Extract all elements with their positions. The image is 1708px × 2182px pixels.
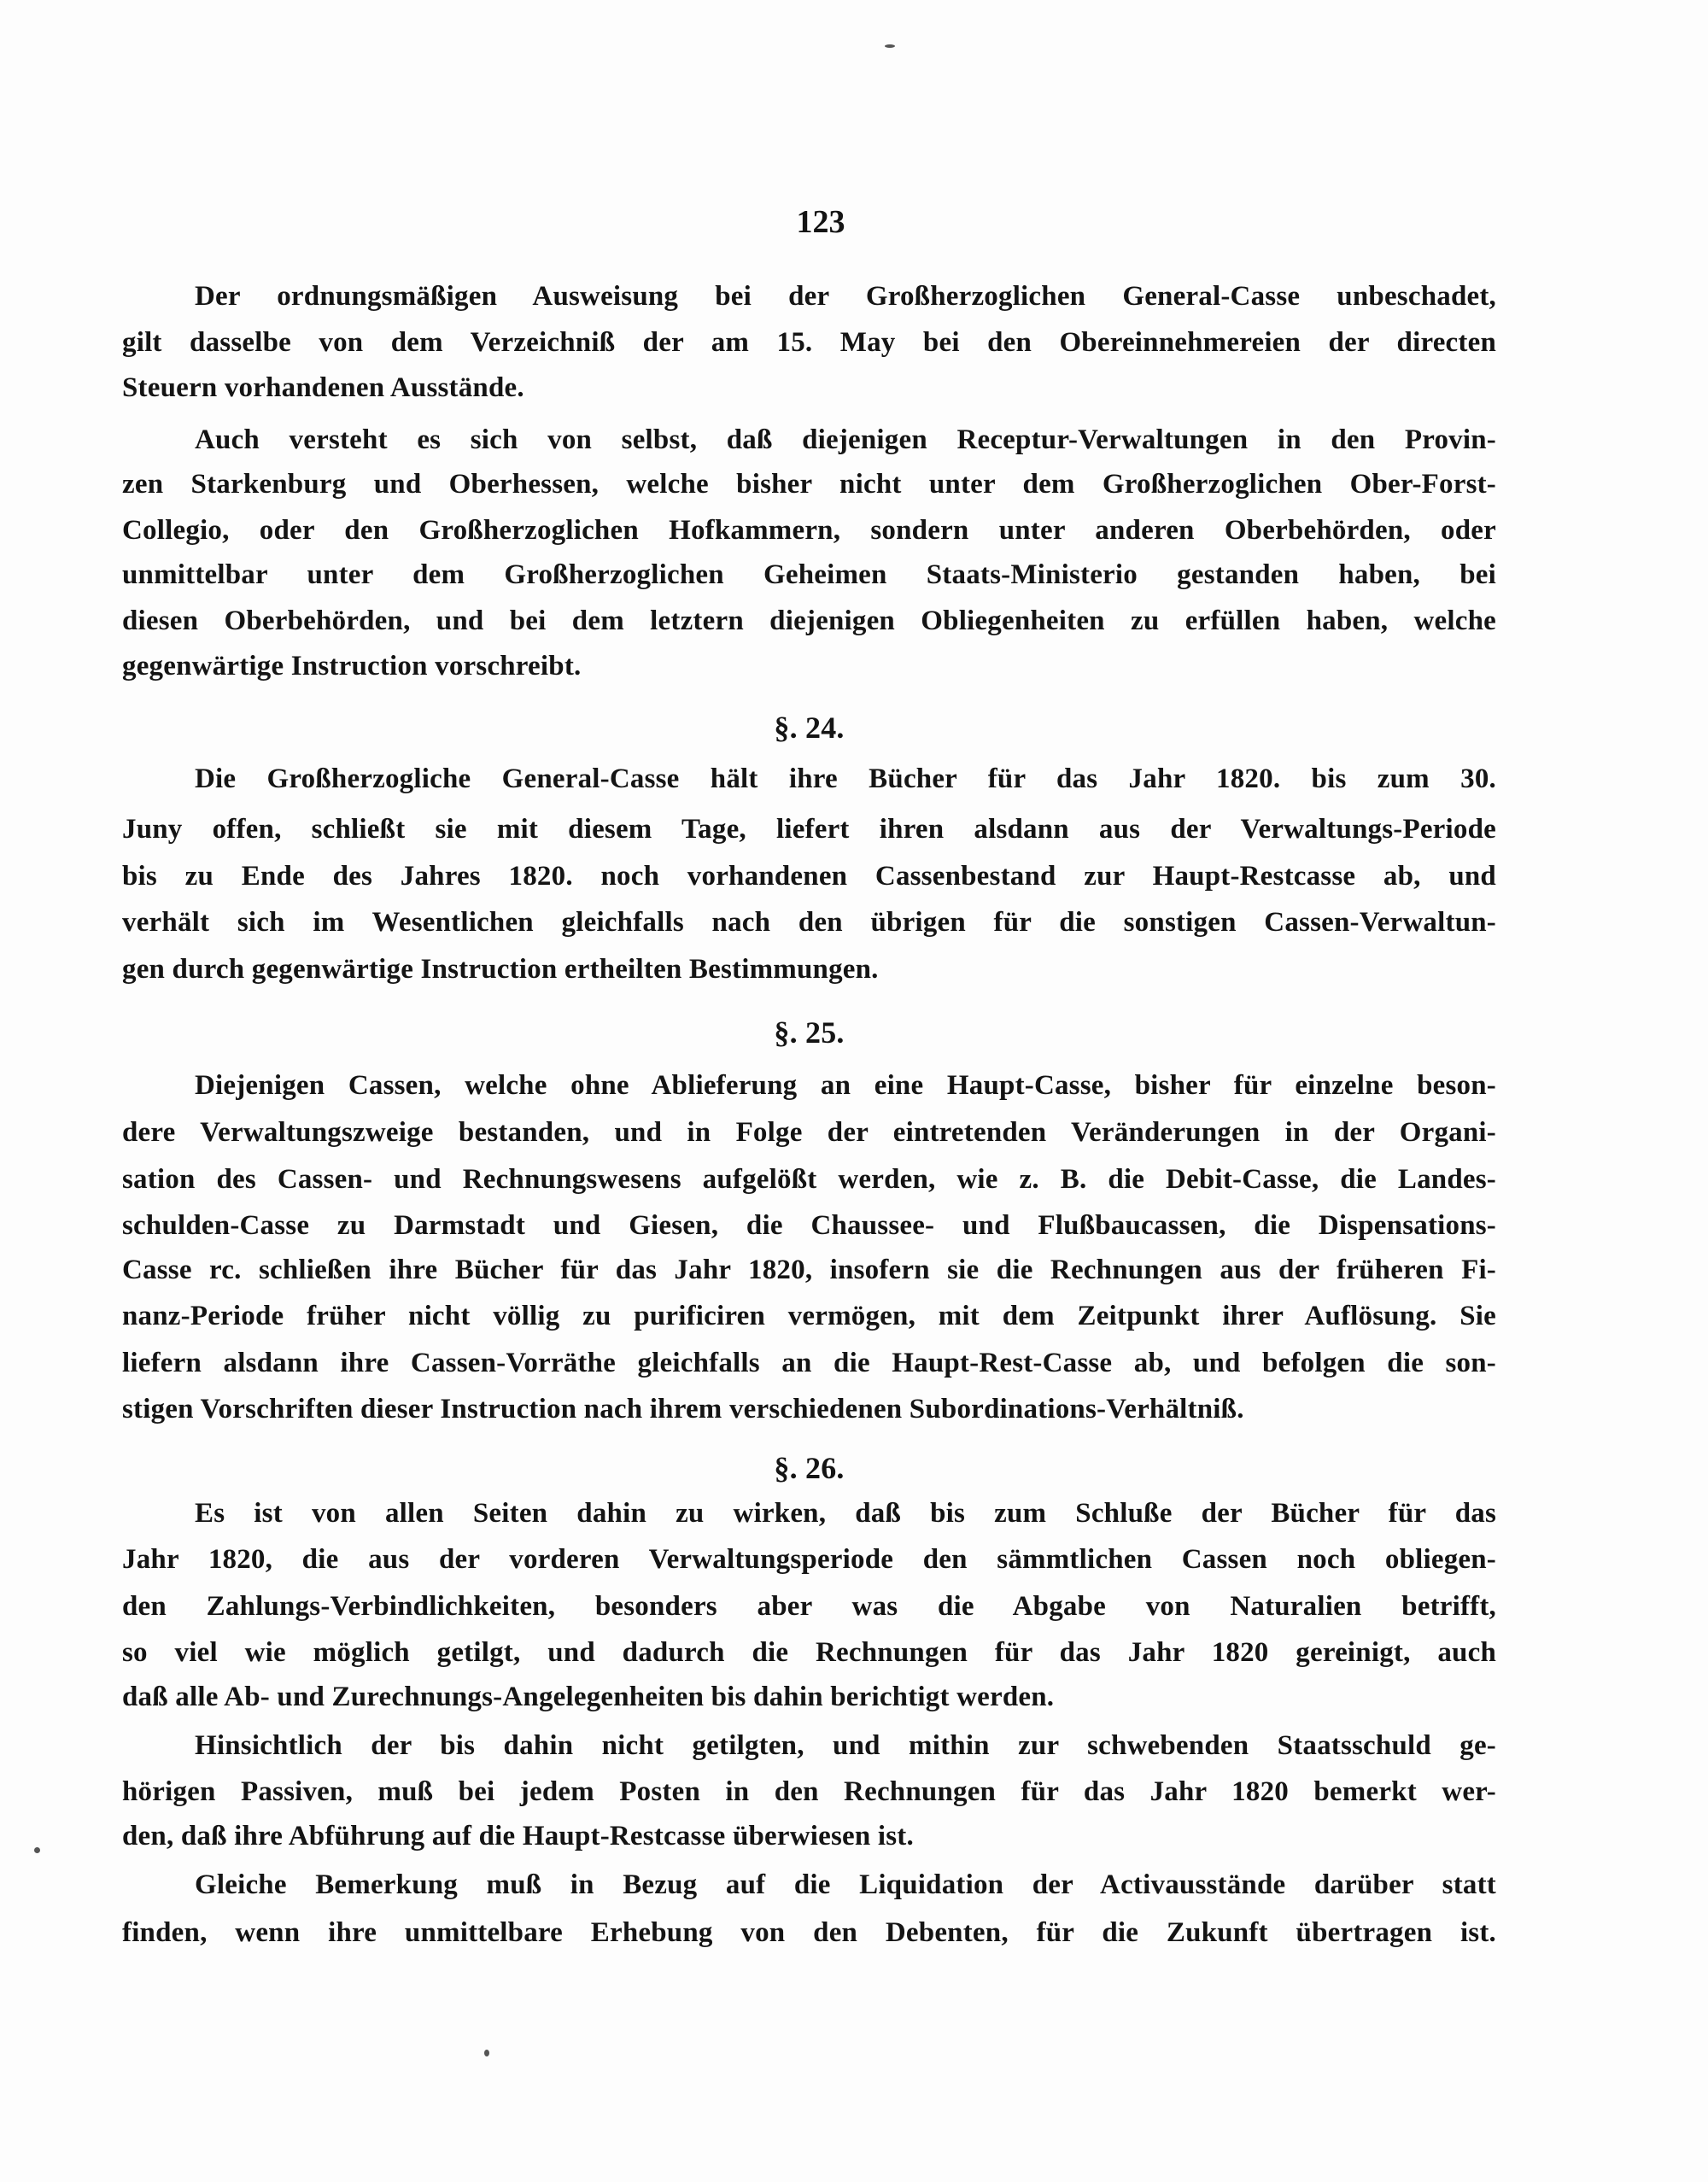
text-line: Der ordnungsmäßigen Ausweisung bei der Großherzoglichen General-Casse unbeschadet, [195, 281, 1496, 312]
text-line: sation des Cassen- und Rechnungswesens aufgelößt werden, wie z. B. die Debit-Casse, die Landes- [122, 1164, 1496, 1195]
scan-speck [885, 44, 895, 48]
text-line: unmittelbar unter dem Großherzoglichen Geheimen Staats-Ministerio gestanden haben, bei [122, 559, 1496, 590]
text-line: gegenwärtige Instruction vorschreibt. [122, 651, 582, 682]
text-line: Die Großherzogliche General-Casse hält ihre Bücher für das Jahr 1820. bis zum 30. [195, 763, 1496, 794]
text-line: gilt dasselbe von dem Verzeichniß der am 15. May bei den Obereinnehmereien der directen [122, 327, 1496, 358]
text-line: den Zahlungs-Verbindlichkeiten, besonders aber was die Abgabe von Naturalien betrifft, [122, 1591, 1496, 1622]
text-line: stigen Vorschriften dieser Instruction nach ihrem verschiedenen Subordinations-Verhältniß. [122, 1394, 1244, 1424]
text-line: Collegio, oder den Großherzoglichen Hofkammern, sondern unter anderen Oberbehörden, oder [122, 515, 1496, 546]
text-line: verhält sich im Wesentlichen gleichfalls nach den übrigen für die sonstigen Cassen-Verwaltun- [122, 907, 1496, 938]
page-number: 123 [796, 204, 845, 240]
section-heading: §. 25. [774, 1015, 845, 1050]
text-line: schulden-Casse zu Darmstadt und Giesen, die Chaussee- und Flußbaucassen, die Dispensations- [122, 1210, 1496, 1241]
text-line: bis zu Ende des Jahres 1820. noch vorhandenen Cassenbestand zur Haupt-Restcasse ab, und [122, 861, 1496, 892]
text-line: Casse rc. schließen ihre Bücher für das Jahr 1820, insofern sie die Rechnungen aus der früheren Fi- [122, 1255, 1496, 1285]
text-line: hörigen Passiven, muß bei jedem Posten in den Rechnungen für das Jahr 1820 bemerkt wer- [122, 1776, 1496, 1807]
text-line: gen durch gegenwärtige Instruction ertheilten Bestimmungen. [122, 954, 879, 985]
text-line: Steuern vorhandenen Ausstände. [122, 372, 524, 403]
text-line: dere Verwaltungszweige bestanden, und in Folge der eintretenden Veränderungen in der Organi- [122, 1117, 1496, 1148]
text-line: Gleiche Bemerkung muß in Bezug auf die Liquidation der Activausstände darüber statt [195, 1869, 1496, 1900]
text-line: nanz-Periode früher nicht völlig zu purificiren vermögen, mit dem Zeitpunkt ihrer Auflösung. Sie [122, 1301, 1496, 1331]
text-line: so viel wie möglich getilgt, und dadurch die Rechnungen für das Jahr 1820 gereinigt, auch [122, 1637, 1496, 1668]
text-line: daß alle Ab- und Zurechnungs-Angelegenheiten bis dahin berichtigt werden. [122, 1682, 1055, 1712]
text-line: Es ist von allen Seiten dahin zu wirken, daß bis zum Schluße der Bücher für das [195, 1498, 1496, 1529]
text-line: diesen Oberbehörden, und bei dem letztern diejenigen Obliegenheiten zu erfüllen haben, welche [122, 605, 1496, 636]
scan-speck [484, 2050, 489, 2056]
text-line: Juny offen, schließt sie mit diesem Tage, liefert ihren alsdann aus der Verwaltungs-Periode [122, 814, 1496, 845]
text-line: Hinsichtlich der bis dahin nicht getilgten, und mithin zur schwebenden Staatsschuld ge- [195, 1730, 1496, 1761]
scan-speck [34, 1847, 40, 1853]
text-line: den, daß ihre Abführung auf die Haupt-Restcasse überwiesen ist. [122, 1821, 914, 1851]
text-line: Jahr 1820, die aus der vorderen Verwaltungsperiode den sämmtlichen Cassen noch obliegen- [122, 1544, 1496, 1575]
section-heading: §. 24. [774, 711, 845, 745]
section-heading: §. 26. [774, 1451, 845, 1485]
text-line: finden, wenn ihre unmittelbare Erhebung von den Debenten, für die Zukunft übertragen ist. [122, 1917, 1496, 1948]
text-line: Diejenigen Cassen, welche ohne Ablieferung an eine Haupt-Casse, bisher für einzelne beson- [195, 1070, 1496, 1101]
text-line: Auch versteht es sich von selbst, daß diejenigen Receptur-Verwaltungen in den Provin- [195, 424, 1496, 455]
text-line: liefern alsdann ihre Cassen-Vorräthe gleichfalls an die Haupt-Rest-Casse ab, und befolgen die son- [122, 1348, 1496, 1378]
text-line: zen Starkenburg und Oberhessen, welche bisher nicht unter dem Großherzoglichen Ober-Forst- [122, 469, 1496, 500]
